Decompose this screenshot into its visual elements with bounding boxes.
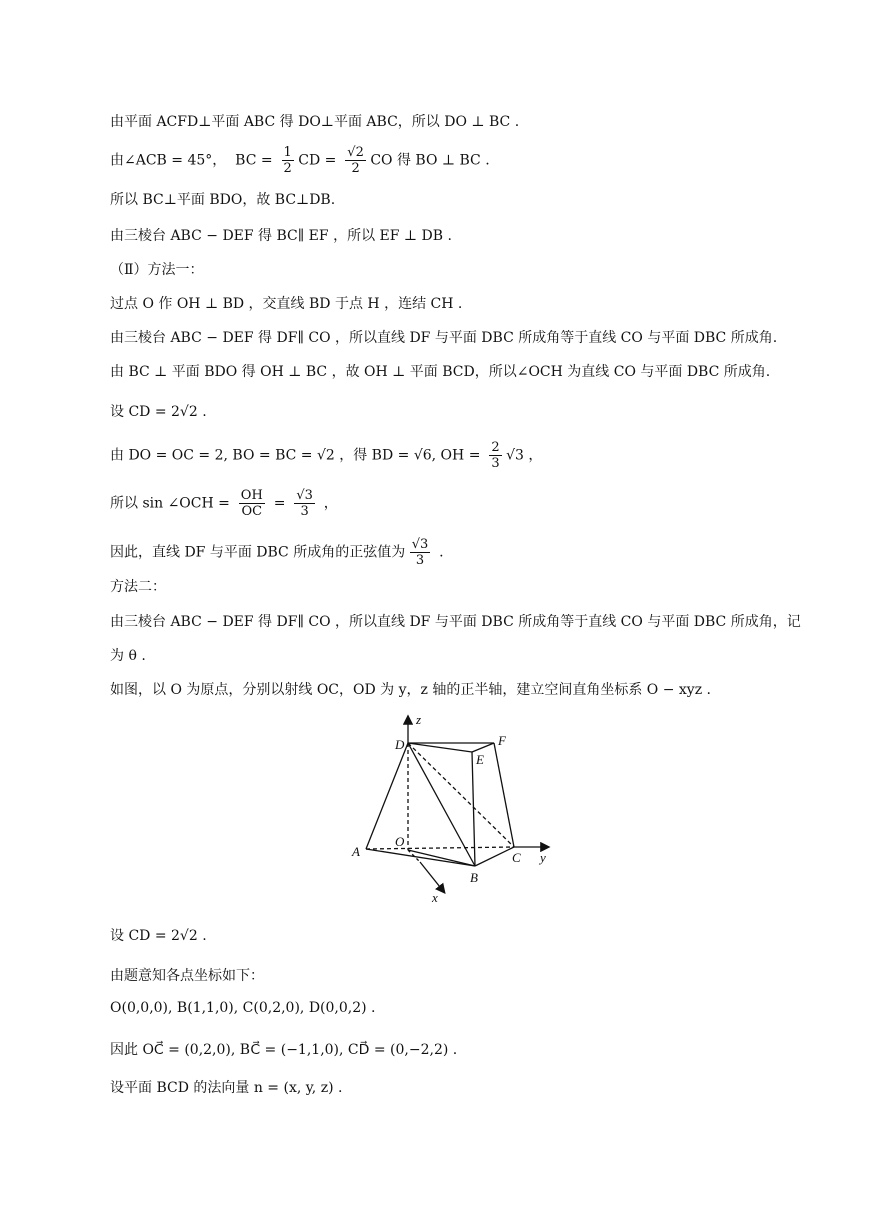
line-12-part-b: . — [434, 544, 444, 561]
label-F: F — [498, 733, 506, 748]
line-8: 由 BC ⊥ 平面 BDO 得 OH ⊥ BC ，故 OH ⊥ 平面 BCD，所以∠OCH 为直线 CO 与平面 DBC 所成角. — [110, 364, 771, 380]
label-x: x — [432, 890, 438, 905]
line-9: 设 CD = 2√2 . — [110, 404, 207, 420]
edge-AC-hidden — [366, 847, 514, 849]
line-19: O(0,0,0), B(1,1,0), C(0,2,0), D(0,0,2) . — [110, 1000, 376, 1016]
fraction-den: 2 — [283, 161, 292, 176]
label-D: D — [395, 737, 405, 752]
x-axis — [420, 862, 444, 892]
line-21: 设平面 BCD 的法向量 n = (x, y, z) . — [110, 1080, 343, 1096]
edge-DC-hidden — [408, 743, 514, 847]
line-16: 如图，以 O 为原点，分别以射线 OC，OD 为 y，z 轴的正半轴，建立空间直角坐标系 O − xyz . — [110, 682, 711, 698]
line-4: 由三棱台 ABC − DEF 得 BC∥ EF ，所以 EF ⊥ DB . — [110, 228, 452, 244]
line-10-part-a: 由 DO = OC = 2, BO = BC = √2 ，得 BD = √6, OH = — [110, 447, 485, 464]
line-3: 所以 BC⊥平面 BDO，故 BC⊥DB. — [110, 192, 336, 208]
fraction-den: OC — [241, 504, 263, 519]
edge-FC — [494, 743, 514, 847]
edge-OB — [408, 850, 475, 866]
line-1: 由平面 ACFD⊥平面 ABC 得 DO⊥平面 ABC，所以 DO ⊥ BC . — [110, 114, 520, 130]
line-10-part-b: √3 ， — [506, 447, 543, 464]
label-A: A — [352, 844, 360, 859]
line-11-part-c: ， — [319, 495, 338, 512]
line-2-part-a: 由∠ACB = 45°， BC = — [110, 152, 278, 169]
fraction-den: 3 — [300, 504, 309, 519]
line-14: 由三棱台 ABC − DEF 得 DF∥ CO ，所以直线 DF 与平面 DBC 所成角等于直线 CO 与平面 DBC 所成角，记 — [110, 614, 801, 630]
line-15: 为 θ . — [110, 648, 146, 664]
fraction-num: √3 — [411, 537, 429, 552]
fraction-den: 3 — [491, 456, 500, 471]
line-20: 因此 OC⃗ = (0,2,0), BC⃗ = (−1,1,0), CD⃗ = (0,−2,2) . — [110, 1042, 458, 1058]
label-C: C — [512, 850, 521, 865]
fraction-num: 2 — [491, 440, 500, 455]
fraction-den: 3 — [415, 553, 425, 568]
fraction-num: 1 — [283, 145, 292, 160]
line-17: 设 CD = 2√2 . — [110, 928, 207, 944]
edge-EF — [472, 743, 494, 752]
line-2-part-b: CD = — [298, 152, 341, 169]
line-18: 由题意知各点坐标如下： — [110, 968, 264, 984]
label-E: E — [476, 752, 484, 767]
line-11-part-a: 所以 sin ∠OCH = — [110, 495, 235, 512]
line-6: 过点 O 作 OH ⊥ BD ，交直线 BD 于点 H ，连结 CH . — [110, 296, 463, 312]
fraction-num: OH — [240, 488, 263, 503]
line-7: 由三棱台 ABC − DEF 得 DF∥ CO ，所以直线 DF 与平面 DBC 所成角等于直线 CO 与平面 DBC 所成角. — [110, 330, 778, 346]
line-11-part-b: = — [269, 495, 290, 512]
section-heading-method-1: （Ⅱ）方法一： — [110, 262, 204, 278]
fraction-num: √2 — [347, 145, 364, 160]
line-12-part-a: 因此，直线 DF 与平面 DBC 所成角的正弦值为 — [110, 544, 406, 561]
label-z: z — [416, 712, 422, 727]
line-2-part-c: CO 得 BO ⊥ BC . — [370, 152, 490, 169]
section-heading-method-2: 方法二： — [110, 579, 166, 595]
label-O: O — [395, 834, 405, 849]
label-y: y — [540, 850, 546, 865]
fraction-den: 2 — [351, 161, 360, 176]
label-B: B — [470, 870, 478, 885]
edge-BC — [475, 847, 514, 866]
fraction-num: √3 — [296, 488, 313, 503]
edge-DE — [408, 743, 472, 752]
